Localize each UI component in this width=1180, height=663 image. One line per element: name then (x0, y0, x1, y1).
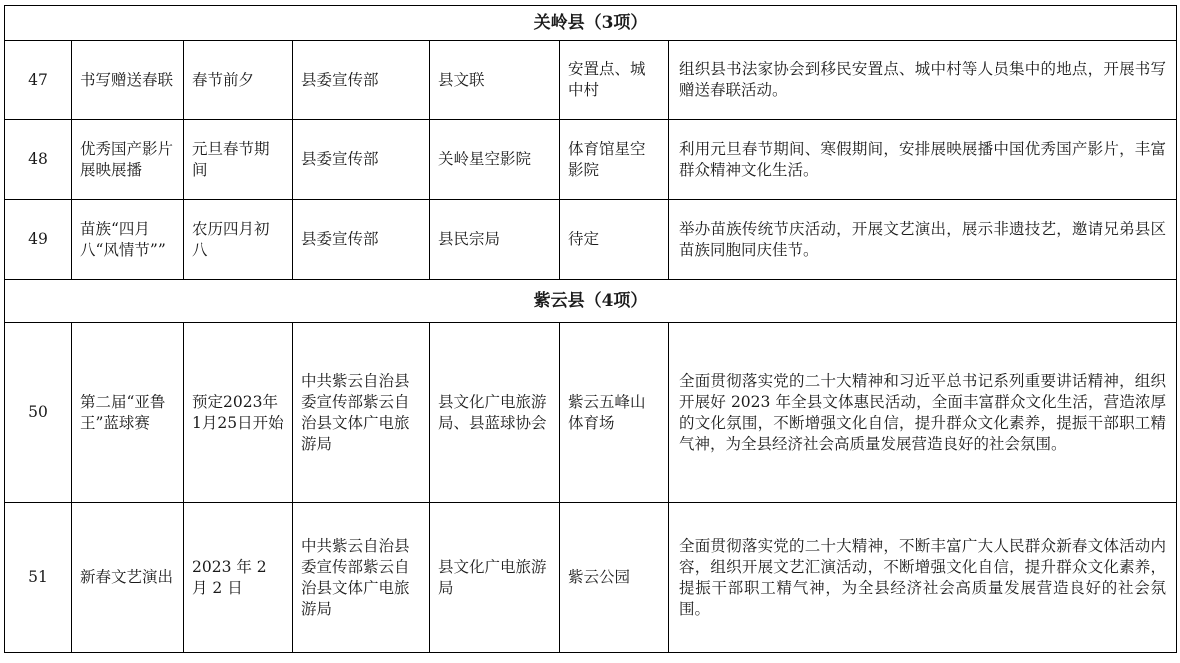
row-number: 48 (5, 120, 72, 200)
row-number: 49 (5, 200, 72, 280)
executor: 县文化广电旅游局、县蓝球协会 (430, 323, 560, 503)
activity-content: 全面贯彻落实党的二十大精神和习近平总书记系列重要讲话精神，组织开展好 2023 年全县文体惠民活动，全面丰富群众文化生活，营造浓厚的文化氛围，不断增强文化自信，提升群众文化素养，提振干部职工精气神，为全县经济社会高质量发展营造良好的社会氛围。 (669, 323, 1177, 503)
activity-content: 组织县书法家协会到移民安置点、城中村等人员集中的地点，开展书写赠送春联活动。 (669, 41, 1177, 120)
row-number: 47 (5, 41, 72, 120)
organizer: 中共紫云自治县委宣传部紫云自治县文体广电旅游局 (293, 323, 430, 503)
table-row (5, 120, 1177, 200)
activity-content: 全面贯彻落实党的二十大精神，不断丰富广大人民群众新春文体活动内容，组织开展文艺汇演活动，不断增强文化自信，提升群众文化素养，提振干部职工精气神，为全县经济社会高质量发展营造良好的社会氛围。 (669, 503, 1177, 653)
activities-table (4, 5, 1177, 653)
activity-time: 农历四月初八 (184, 200, 293, 280)
location: 紫云五峰山体育场 (560, 323, 669, 503)
table-row (5, 323, 1177, 503)
organizer: 县委宣传部 (293, 41, 430, 120)
location: 体育馆星空影院 (560, 120, 669, 200)
location: 待定 (560, 200, 669, 280)
section-header-row (5, 6, 1177, 41)
location: 安置点、城中村 (560, 41, 669, 120)
activity-content: 利用元旦春节期间、寒假期间，安排展映展播中国优秀国产影片，丰富群众精神文化生活。 (669, 120, 1177, 200)
activity-content: 举办苗族传统节庆活动，开展文艺演出，展示非遗技艺，邀请兄弟县区苗族同胞同庆佳节。 (669, 200, 1177, 280)
row-number: 51 (5, 503, 72, 653)
executor: 县民宗局 (430, 200, 560, 280)
section-header-row (5, 280, 1177, 323)
activity-name: 优秀国产影片展映展播 (72, 120, 184, 200)
row-number: 50 (5, 323, 72, 503)
organizer: 县委宣传部 (293, 120, 430, 200)
activity-name: 新春文艺演出 (72, 503, 184, 653)
activity-name: 书写赠送春联 (72, 41, 184, 120)
location: 紫云公园 (560, 503, 669, 653)
organizer: 中共紫云自治县委宣传部紫云自治县文体广电旅游局 (293, 503, 430, 653)
activity-time: 2023 年 2 月 2 日 (184, 503, 293, 653)
executor: 县文化广电旅游局 (430, 503, 560, 653)
organizer: 县委宣传部 (293, 200, 430, 280)
executor: 关岭星空影院 (430, 120, 560, 200)
activity-time: 元旦春节期间 (184, 120, 293, 200)
activity-name: 第二届“亚鲁王”蓝球赛 (72, 323, 184, 503)
table-row (5, 41, 1177, 120)
executor: 县文联 (430, 41, 560, 120)
section-title: 紫云县（4项） (5, 280, 1177, 323)
table-row (5, 503, 1177, 653)
table-row (5, 200, 1177, 280)
section-title: 关岭县（3项） (5, 6, 1177, 41)
activity-time: 预定2023年1月25日开始 (184, 323, 293, 503)
activity-name: 苗族“四月八“风情节”” (72, 200, 184, 280)
activity-time: 春节前夕 (184, 41, 293, 120)
